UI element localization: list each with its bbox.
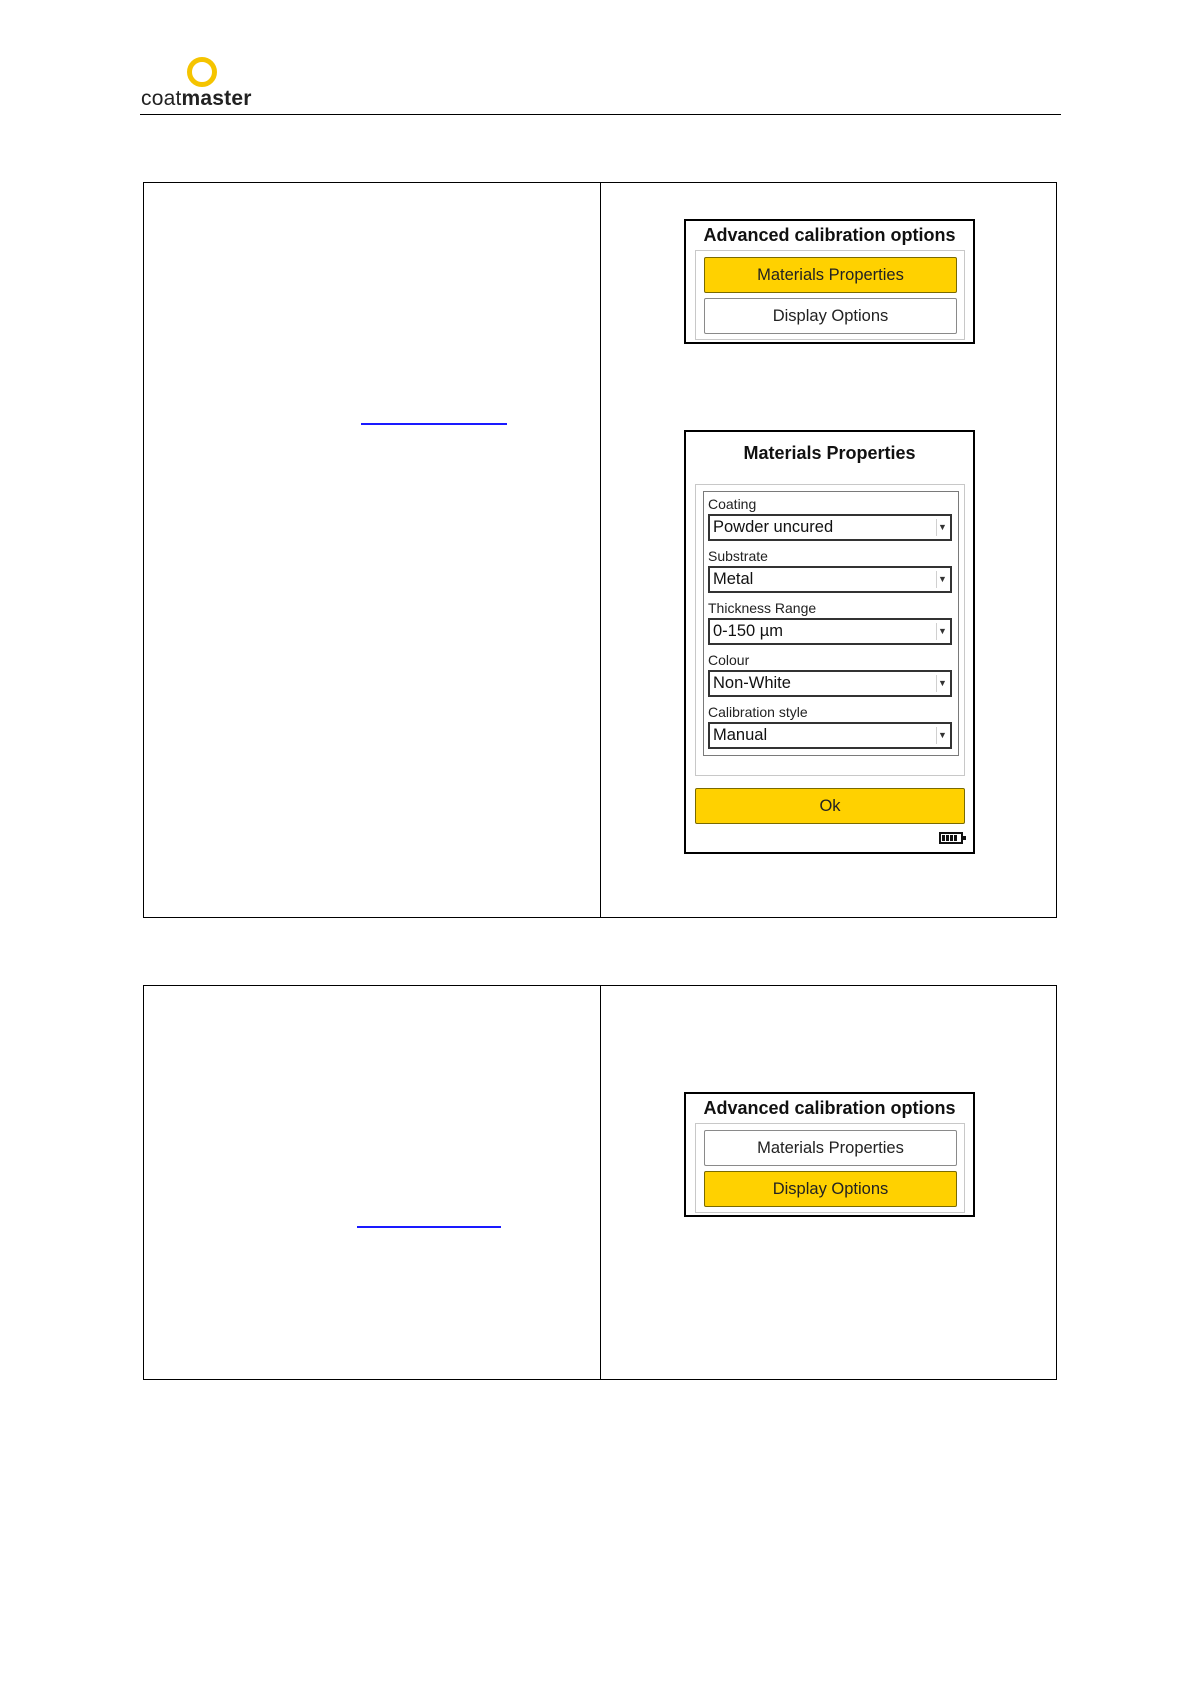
screen-advanced-calibration-options-2 bbox=[684, 1092, 975, 1217]
display-options-button[interactable]: Display Options bbox=[704, 1171, 957, 1207]
chevron-down-icon: ▼ bbox=[936, 571, 948, 588]
calibration-style-label: Calibration style bbox=[708, 704, 808, 720]
coating-label: Coating bbox=[708, 496, 757, 512]
chevron-down-icon: ▼ bbox=[936, 623, 948, 640]
colour-label: Colour bbox=[708, 652, 750, 668]
substrate-value: Metal bbox=[713, 570, 754, 588]
logo-text: coatmaster bbox=[141, 87, 252, 110]
screen-title: Advanced calibration options bbox=[703, 225, 956, 245]
chevron-down-icon: ▼ bbox=[936, 519, 948, 536]
screen-materials-properties bbox=[684, 430, 975, 854]
hyperlink-underline[interactable] bbox=[357, 1226, 501, 1228]
thickness-range-label: Thickness Range bbox=[708, 600, 817, 616]
calibration-style-value: Manual bbox=[713, 726, 768, 744]
thickness-range-select[interactable] bbox=[708, 618, 952, 645]
table-column-divider bbox=[600, 986, 601, 1379]
hyperlink-underline[interactable] bbox=[361, 423, 507, 425]
materials-properties-button[interactable]: Materials Properties bbox=[704, 1130, 957, 1166]
thickness-range-value: 0-150 µm bbox=[713, 622, 784, 640]
coating-select[interactable] bbox=[708, 514, 952, 541]
coating-value: Powder uncured bbox=[713, 518, 834, 536]
ok-button[interactable]: Ok bbox=[695, 788, 965, 824]
materials-properties-button[interactable]: Materials Properties bbox=[704, 257, 957, 293]
calibration-style-select[interactable] bbox=[708, 722, 952, 749]
battery-icon bbox=[939, 832, 963, 844]
substrate-select[interactable] bbox=[708, 566, 952, 593]
logo-ring-icon bbox=[187, 57, 217, 87]
header-rule bbox=[140, 114, 1061, 115]
colour-value: Non-White bbox=[713, 674, 791, 692]
table-column-divider bbox=[600, 183, 601, 917]
substrate-label: Substrate bbox=[708, 548, 768, 564]
display-options-button[interactable]: Display Options bbox=[704, 298, 957, 334]
chevron-down-icon: ▼ bbox=[936, 727, 948, 744]
coatmaster-logo bbox=[141, 53, 281, 113]
screen-title: Advanced calibration options bbox=[703, 1098, 956, 1118]
fields-group bbox=[703, 491, 959, 756]
colour-select[interactable] bbox=[708, 670, 952, 697]
screen-advanced-calibration-options bbox=[684, 219, 975, 344]
screen-title: Materials Properties bbox=[743, 443, 916, 463]
table-materials-properties bbox=[143, 182, 1057, 918]
chevron-down-icon: ▼ bbox=[936, 675, 948, 692]
table-display-options bbox=[143, 985, 1057, 1380]
